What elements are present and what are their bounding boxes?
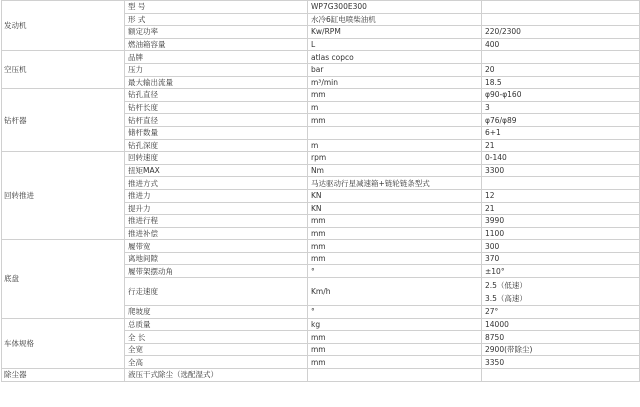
spec-item: 推进补偿 [125, 227, 308, 240]
table-row [2, 89, 640, 102]
spec-value: 3350 [482, 356, 640, 369]
spec-item: 全 长 [125, 331, 308, 344]
spec-value: φ90-φ160 [482, 89, 640, 102]
spec-unit: atlas copco [308, 51, 482, 64]
spec-value: 6+1 [482, 126, 640, 139]
spec-value: 400 [482, 38, 640, 51]
group-label: 空压机 [2, 51, 125, 89]
spec-unit: mm [308, 89, 482, 102]
spec-item: 品牌 [125, 51, 308, 64]
spec-value: ±10° [482, 265, 640, 278]
spec-item: 钻孔直径 [125, 89, 308, 102]
spec-item: 履带宽 [125, 240, 308, 253]
spec-value-line: 2.5（低速） [485, 280, 527, 290]
spec-value: 20 [482, 63, 640, 76]
spec-unit: m³/min [308, 76, 482, 89]
spec-value [482, 13, 640, 26]
spec-value: 220/2300 [482, 26, 640, 39]
spec-item: 液压干式除尘（选配湿式） [125, 369, 308, 382]
spec-item: 最大输出流量 [125, 76, 308, 89]
spec-unit: mm [308, 240, 482, 253]
table-row [2, 369, 640, 382]
spec-value: 18.5 [482, 76, 640, 89]
spec-value: 1100 [482, 227, 640, 240]
spec-value: 12 [482, 189, 640, 202]
spec-unit: mm [308, 215, 482, 228]
spec-item: 提升力 [125, 202, 308, 215]
spec-value [482, 1, 640, 14]
spec-unit: bar [308, 63, 482, 76]
spec-unit [308, 369, 482, 382]
spec-item: 钻孔深度 [125, 139, 308, 152]
table-row [2, 51, 640, 64]
spec-item: 履带架摆动角 [125, 265, 308, 278]
spec-item: 钻杆长度 [125, 101, 308, 114]
spec-unit: Nm [308, 164, 482, 177]
spec-value: 27° [482, 306, 640, 319]
spec-unit: 水冷6缸电喷柴油机 [308, 13, 482, 26]
spec-item: 压力 [125, 63, 308, 76]
table-row [2, 240, 640, 253]
spec-unit: mm [308, 331, 482, 344]
spec-unit: m [308, 101, 482, 114]
spec-item: 形 式 [125, 13, 308, 26]
spec-item: 推进方式 [125, 177, 308, 190]
spec-item: 型 号 [125, 1, 308, 14]
spec-unit: mm [308, 114, 482, 127]
spec-item: 钻杆直径 [125, 114, 308, 127]
spec-value: φ76/φ89 [482, 114, 640, 127]
table-row [2, 318, 640, 331]
table-row [2, 152, 640, 165]
spec-unit: ° [308, 265, 482, 278]
spec-value: 2900(带除尘) [482, 343, 640, 356]
spec-item: 推进行程 [125, 215, 308, 228]
spec-table-body [2, 1, 640, 382]
spec-unit: KN [308, 202, 482, 215]
table-row [2, 1, 640, 14]
spec-value [482, 278, 640, 306]
spec-value [482, 51, 640, 64]
spec-unit: kg [308, 318, 482, 331]
spec-unit: Km/h [308, 278, 482, 306]
spec-item: 回转速度 [125, 152, 308, 165]
spec-unit: 马达驱动行星减速箱+链轮链条型式 [308, 177, 482, 190]
spec-item: 额定功率 [125, 26, 308, 39]
spec-value: 14000 [482, 318, 640, 331]
group-label: 除尘器 [2, 369, 125, 382]
spec-value [482, 177, 640, 190]
spec-unit: m [308, 139, 482, 152]
spec-item: 行走速度 [125, 278, 308, 306]
spec-table [1, 0, 640, 382]
spec-unit: mm [308, 252, 482, 265]
spec-unit: WP7G300E300 [308, 1, 482, 14]
spec-value: 300 [482, 240, 640, 253]
spec-value: 21 [482, 202, 640, 215]
spec-value-line: 3.5（高速） [485, 293, 527, 303]
spec-value: 8750 [482, 331, 640, 344]
spec-value: 3990 [482, 215, 640, 228]
spec-value: 0-140 [482, 152, 640, 165]
spec-unit: L [308, 38, 482, 51]
group-label: 底盘 [2, 240, 125, 318]
group-label: 发动机 [2, 1, 125, 51]
group-label: 钻杆器 [2, 89, 125, 152]
spec-item: 爬坡度 [125, 306, 308, 319]
spec-unit: mm [308, 227, 482, 240]
spec-unit [308, 126, 482, 139]
spec-unit: ° [308, 306, 482, 319]
spec-item: 离地间隙 [125, 252, 308, 265]
spec-unit: mm [308, 343, 482, 356]
spec-unit: KN [308, 189, 482, 202]
spec-item: 扭矩MAX [125, 164, 308, 177]
group-label: 车体规格 [2, 318, 125, 368]
spec-value: 370 [482, 252, 640, 265]
spec-item: 燃油箱容量 [125, 38, 308, 51]
spec-item: 储杆数量 [125, 126, 308, 139]
spec-value [482, 369, 640, 382]
spec-value: 21 [482, 139, 640, 152]
spec-item: 全宽 [125, 343, 308, 356]
spec-value: 3 [482, 101, 640, 114]
spec-value: 3300 [482, 164, 640, 177]
group-label: 回转推进 [2, 152, 125, 240]
spec-item: 全高 [125, 356, 308, 369]
spec-unit: Kw/RPM [308, 26, 482, 39]
spec-item: 总质量 [125, 318, 308, 331]
spec-item: 推进力 [125, 189, 308, 202]
spec-unit: mm [308, 356, 482, 369]
spec-unit: rpm [308, 152, 482, 165]
